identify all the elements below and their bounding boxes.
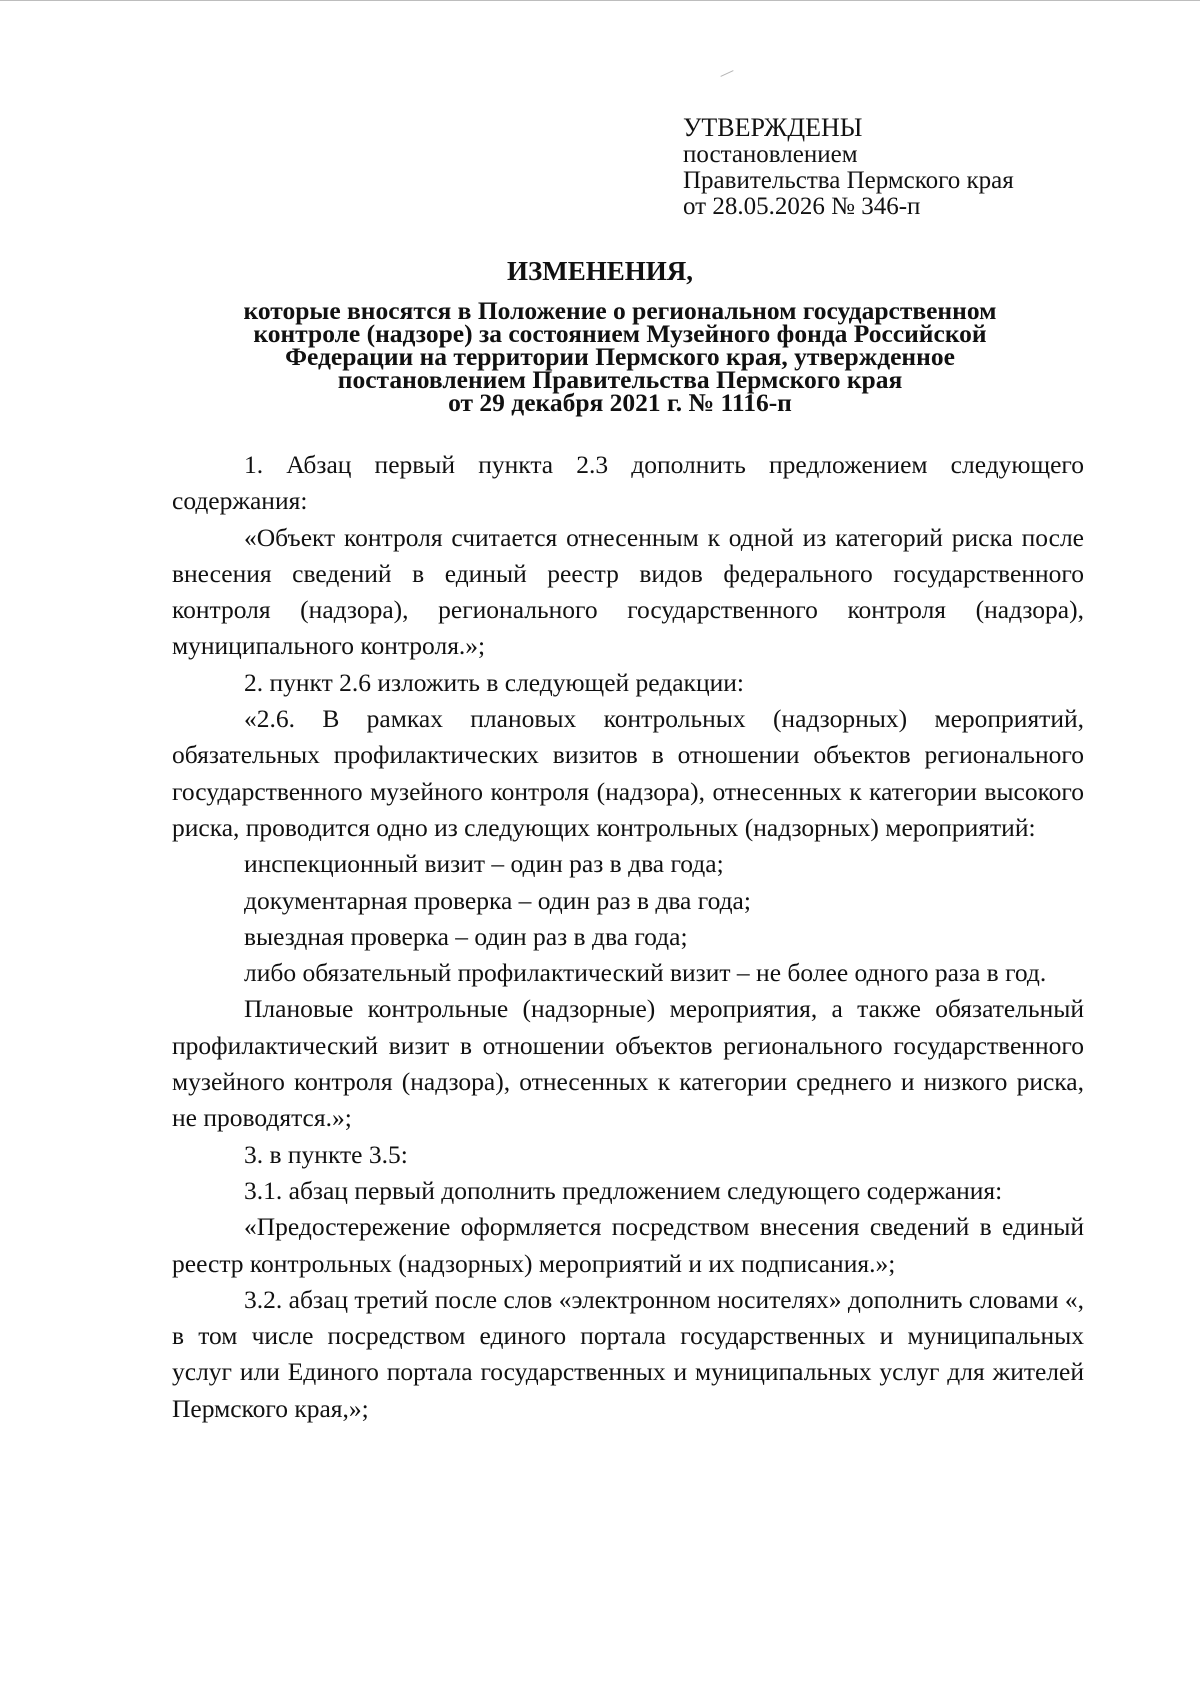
list-item: инспекционный визит – один раз в два года; <box>244 849 724 879</box>
paragraph-item-3-2: 3.2. абзац третий после слов «электронном носителях» дополнить словами «, в том числе посредством единого портала государственных и муниципальных услуг или Единого портала государственных и муниципальных услуг для жителей Пермского края,»; <box>172 1284 1084 1423</box>
paragraph-item-3: 3. в пункте 3.5: <box>244 1139 408 1169</box>
paragraph-quote: «2.6. В рамках плановых контрольных (надзорных) мероприятий, обязательных профилактических визитов в отношении объектов регионального государственного музейного контроля (надзора), отнесенных к категории высокого риска, проводится одно из следующих контрольных (надзорных) мероприятий: <box>172 704 1084 842</box>
paragraph-item-3-1: 3.1. абзац первый дополнить предложением следующего содержания: <box>244 1175 1003 1205</box>
list-item: либо обязательный профилактический визит – не более одного раза в год. <box>244 958 1047 988</box>
document-title: ИЗМЕНЕНИЯ, <box>506 256 693 286</box>
document-subtitle <box>160 296 1080 417</box>
subtitle-line: от 29 декабря 2021 г. № 1116-п <box>448 388 792 417</box>
list-item: документарная проверка – один раз в два года; <box>244 885 751 915</box>
approval-heading: УТВЕРЖДЕНЫ <box>683 113 863 142</box>
subtitle-line: постановлением Правительства Пермского края <box>337 365 903 394</box>
list-item: выездная проверка – один раз в два года; <box>244 921 688 951</box>
paragraph-item-1: 1. Абзац первый пункта 2.3 дополнить предложением следующего содержания: <box>172 450 1084 516</box>
paragraph-quote: «Объект контроля считается отнесенным к одной из категорий риска после внесения сведений в единый реестр видов федерального государственного контроля (надзора), регионального государственного контроля (надзора), муниципального контроля.»; <box>172 522 1084 661</box>
paragraph-item-2: 2. пункт 2.6 изложить в следующей редакции: <box>244 667 744 697</box>
paragraph-quote: «Предостережение оформляется посредством внесения сведений в единый реестр контрольных (надзорных) мероприятий и их подписания.»; <box>172 1212 1084 1278</box>
approval-date: от 28.05.2026 № 346-п <box>683 193 921 220</box>
subtitle-line: которые вносятся в Положение о региональном государственном <box>243 296 997 325</box>
subtitle-line: контроле (надзоре) за состоянием Музейного фонда Российской <box>253 319 987 348</box>
scan-artifact <box>720 70 733 77</box>
approval-line: Правительства Пермского края <box>683 167 1014 194</box>
approval-block <box>683 114 1014 220</box>
subtitle-line: Федерации на территории Пермского края, утвержденное <box>285 342 955 371</box>
document-body <box>172 447 1084 1427</box>
approval-line: постановлением <box>683 141 858 168</box>
paragraph: Плановые контрольные (надзорные) мероприятия, а также обязательный профилактический визит в отношении объектов регионального государственного музейного контроля (надзора), отнесенных к категории среднего и низкого риска, не проводятся.»; <box>172 994 1084 1133</box>
